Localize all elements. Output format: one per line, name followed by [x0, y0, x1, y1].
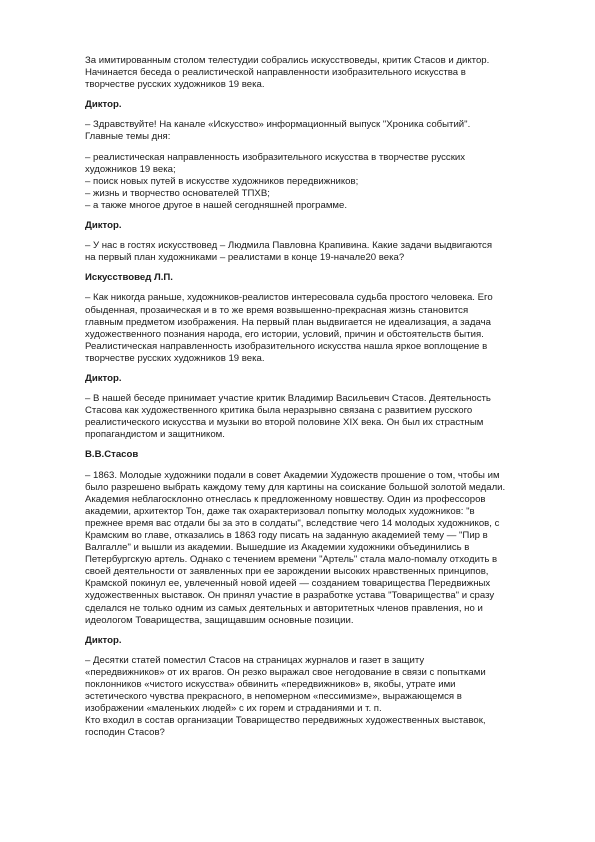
text-line: эстетического чувства прекрасного, в непомерном «пессимизме», выражающемся в: [85, 691, 462, 703]
text-line: Главные темы дня:: [85, 131, 171, 143]
text-line: художественных выставок. Он принял участие в разработке устава "Товарищества" и сразу: [85, 590, 495, 602]
text-line: За имитированным столом телестудии собрались искусствоведы, критик Стасов и диктор.: [85, 55, 490, 66]
text-line: своей деятельности от заявленных при ее зарождении высоких нравственных принципов,: [85, 566, 489, 578]
dialogue-paragraph: [85, 393, 555, 441]
speaker-heading: Диктор.: [85, 99, 122, 111]
text-line: Кто входил в состав организации Товарищество передвижных художественных выставок,: [85, 715, 486, 727]
text-line: изображении «маленьких людей» с их горем и страданиями и т. п.: [85, 703, 382, 715]
text-line: – В нашей беседе принимает участие критик Владимир Васильевич Стасов. Деятельность: [85, 393, 491, 405]
text-line: Реалистическая направленность изобразительного искусства нашла яркое воплощение в: [85, 340, 488, 352]
text-line: творчестве русских художников 19 века.: [85, 352, 265, 364]
dialogue-paragraph: [85, 119, 555, 143]
text-line: идеологом Товарищества, защищавшим основные позиции.: [85, 614, 354, 626]
text-line: творчестве русских художников 19 века.: [85, 79, 265, 91]
dialogue-paragraph: [85, 240, 555, 264]
text-line: было разрешено выбрать каждому тему для картины на соискание большой золотой медали.: [85, 481, 506, 493]
speaker-heading: Искусствовед Л.П.: [85, 272, 173, 284]
text-line: – Десятки статей поместил Стасов на страницах журналов и газет в защиту: [85, 654, 425, 666]
document-page: [85, 55, 555, 748]
text-line: на первый план художниками – реалистами в конце 19-начале20 века?: [85, 252, 405, 264]
text-line: Петербургскую артель. Однако с течением времени "Артель" стала мало-помалу отходить в: [85, 554, 498, 566]
text-line: – поиск новых путей в искусстве художников передвижников;: [85, 175, 359, 187]
text-line: – жизнь и творчество основателей ТПХВ;: [85, 187, 270, 199]
text-line: пропагандистом и защитником.: [85, 429, 225, 441]
text-line: – У нас в гостях искусствовед – Людмила Павловна Крапивина. Какие задачи выдвигаются: [85, 240, 493, 252]
text-line: – реалистическая направленность изобразительного искусства в творчестве русских: [85, 151, 466, 163]
text-line: главным предметом изображения. На первый план выдвигается не идеализация, а задача: [85, 316, 491, 328]
text-line: Стасова как художественного критика была неразрывно связана с развитием русского: [85, 405, 473, 417]
speaker-heading: Диктор.: [85, 634, 122, 646]
text-line: сделался не только одним из самых деятельных и авторитетных членов правления, но и: [85, 602, 483, 614]
text-line: – а также многое другое в нашей сегодняшней программе.: [85, 199, 348, 211]
text-line: Валгалле" и вышли из академии. Вышедшие из Академии художники объединились в: [85, 542, 470, 554]
text-line: обыденная, прозаическая и в то же время возвышенно-прекрасная жизнь становится: [85, 304, 469, 316]
text-line: – Как никогда раньше, художников-реалистов интересовала судьба простого человека. Его: [85, 292, 493, 304]
text-line: «передвижников» от их врагов. Он резко выражал свое негодование в связи с попытками: [85, 666, 486, 678]
text-line: Крамским во главе, отказались в 1863 году писать на заданную академией тему — "Пир в: [85, 530, 488, 541]
text-line: Начинается беседа о реалистической направленности изобразительного искусства в: [85, 67, 466, 79]
text-line: господин Стасов?: [85, 727, 165, 739]
dialogue-paragraph: [85, 470, 555, 627]
topics-list: [85, 152, 555, 212]
text-line: прежнее время вас отдали бы за это в солдаты", вследствие чего 14 молодых художников, с: [85, 517, 500, 529]
text-line: поклонников «чистого искусства» обвинить «передвижников» в, якобы, утрате ими: [85, 679, 456, 691]
text-line: художников 19 века;: [85, 163, 176, 175]
text-line: академии, архитектор Тон, даже так охарактеризовал попытку молодых художников: "в: [85, 505, 475, 517]
dialogue-paragraph: [85, 655, 555, 740]
text-line: Академия неблагосклонно отнеслась к предложенному новшеству. Один из профессоров: [85, 493, 486, 505]
text-line: художественного познания народа, его истории, условий, причин и обстоятельств бытия.: [85, 328, 484, 340]
speaker-heading: В.В.Стасов: [85, 449, 139, 461]
intro-paragraph: [85, 55, 555, 91]
text-line: – 1863. Молодые художники подали в совет Академии Художеств прошение о том, чтобы им: [85, 469, 500, 481]
text-line: реалистического искусства и музыки во второй половине XIX века. Он был их страстным: [85, 417, 484, 429]
dialogue-paragraph: [85, 292, 555, 365]
speaker-heading: Диктор.: [85, 220, 122, 232]
speaker-heading: Диктор.: [85, 372, 122, 384]
text-line: Крамской покинул ее, увлеченный новой идеей — созданием товарищества Передвижных: [85, 578, 491, 590]
text-line: – Здравствуйте! На канале «Искусство» информационный выпуск "Хроника событий".: [85, 119, 471, 131]
